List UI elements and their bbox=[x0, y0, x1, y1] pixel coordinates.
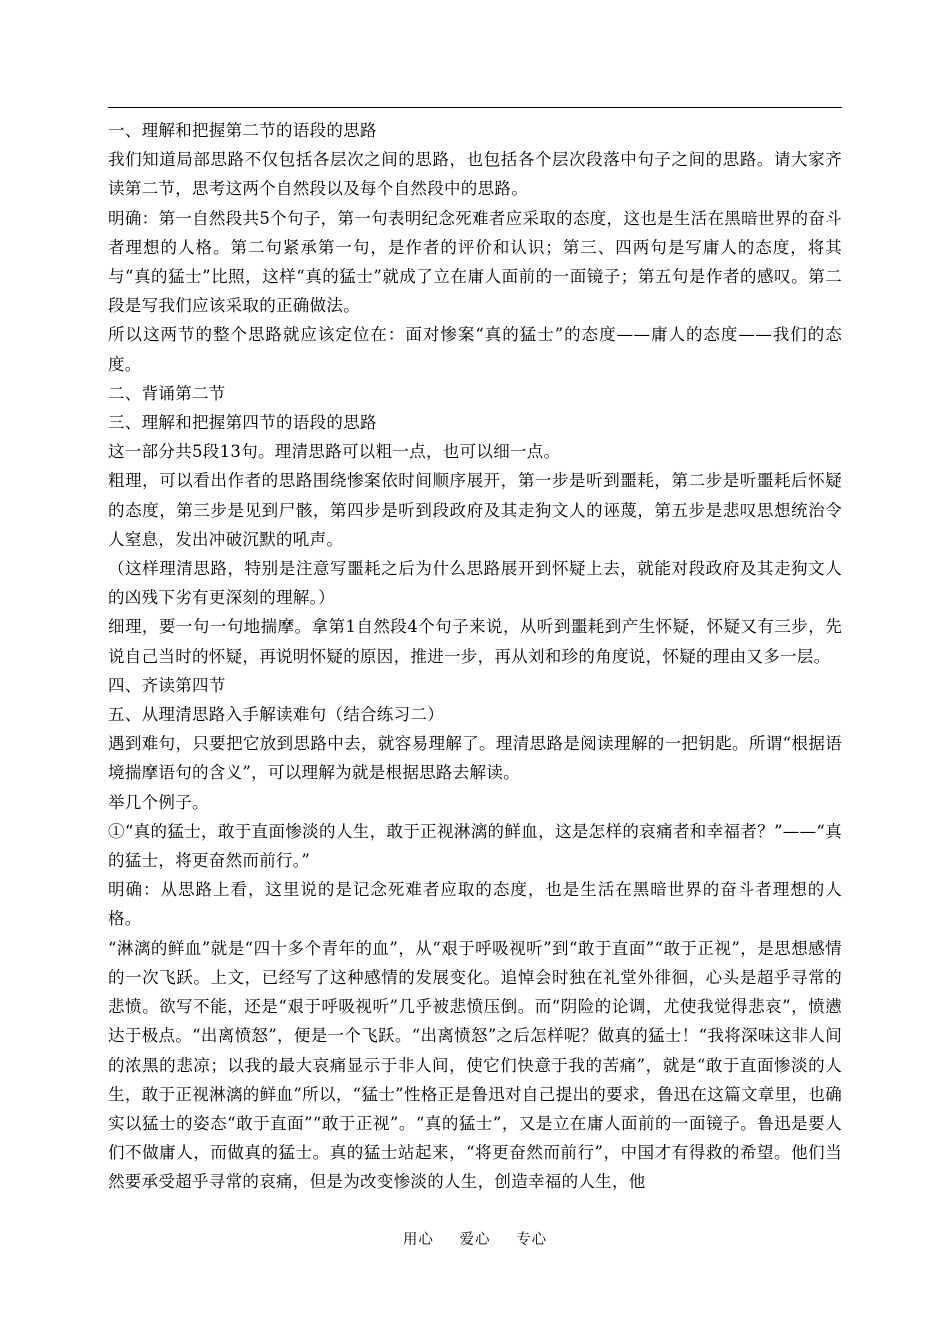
section-heading-2: 二、背诵第二节 bbox=[108, 383, 226, 403]
footer-text: 爱心 bbox=[459, 1232, 491, 1248]
header-rule bbox=[108, 107, 842, 108]
paragraph: 明确：第一自然段共5个句子，第一句表明纪念死难者应采取的态度，这也是生活在黑暗世界的奋斗者理想的人格。第二句紧承第一句，是作者的评价和认识；第三、四两句是写庸人的态度，将其与“真的猛士”比照，这样“真的猛士”就成了立在庸人面前的一面镜子；第五句是作者的感叹。第二段是写我们应该采取的正确做法。 bbox=[108, 208, 842, 316]
document-body bbox=[108, 116, 842, 1197]
paragraph: 明确：从思路上看，这里说的是记念死难者应取的态度，也是生活在黑暗世界的奋斗者理想的人格。 bbox=[108, 880, 842, 929]
paragraph: 粗理，可以看出作者的思路围绕惨案依时间顺序展开，第一步是听到噩耗，第二步是听噩耗后怀疑的态度，第三步是见到尸骸，第四步是听到段政府及其走狗文人的诬蔑，第五步是悲叹思想统治令人窒息，发出冲破沉默的吼声。 bbox=[108, 471, 842, 549]
paragraph: 所以这两节的整个思路就应该定位在：面对惨案“真的猛士”的态度——庸人的态度——我们的态度。 bbox=[108, 325, 842, 374]
section-heading-3: 三、理解和把握第四节的语段的思路 bbox=[108, 413, 377, 433]
example-quote: ①“真的猛士，敢于直面惨淡的人生，敢于正视淋漓的鲜血，这是怎样的哀痛者和幸福者？”——“真的猛士，将更奋然而前行。” bbox=[108, 821, 842, 871]
footer-text: 专心 bbox=[516, 1232, 548, 1248]
section-heading-4: 四、齐读第四节 bbox=[108, 675, 226, 695]
page-footer bbox=[0, 1228, 950, 1249]
footer-text: 用心 bbox=[402, 1232, 434, 1248]
paragraph: 举几个例子。 bbox=[108, 792, 209, 812]
paragraph: 这一部分共5段13句。理清思路可以粗一点，也可以细一点。 bbox=[108, 442, 561, 462]
paragraph: （这样理清思路，特别是注意写噩耗之后为什么思路展开到怀疑上去，就能对段政府及其走狗文人的凶残下劣有更深刻的理解。） bbox=[108, 559, 842, 608]
section-heading-5: 五、从理清思路入手解读难句（结合练习二） bbox=[108, 705, 444, 725]
section-heading-1: 一、理解和把握第二节的语段的思路 bbox=[108, 121, 377, 140]
paragraph: “淋漓的鲜血”就是“四十多个青年的血”，从“艰于呼吸视听”到“敢于直面”“敢于正视”，是思想感情的一次飞跃。上文，已经写了这种感情的发展变化。追悼会时独在礼堂外徘徊，心头是超乎寻常的悲愤。欲写不能，还是“艰于呼吸视听”几乎被悲愤压倒。而“阴险的论调，尤使我觉得悲哀”，愤懑达于极点。“出离愤怒”，便是一个飞跃。“出离愤怒”之后怎样呢？做真的猛士！“我将深味这非人间的浓黑的悲凉；以我的最大哀痛显示于非人间，使它们快意于我的苦痛”，就是“敢于直面惨淡的人生，敢于正视淋漓的鲜血”所以，“猛士”性格正是鲁迅对自己提出的要求，鲁迅在这篇文章里，也确实以猛士的姿态“敢于直面”“敢于正视”。“真的猛士”，又是立在庸人面前的一面镜子。鲁迅是要人们不做庸人，而做真的猛士。真的猛士站起来，“将更奋然而前行”，中国才有得救的希望。他们当然要承受超乎寻常的哀痛，但是为改变惨淡的人生，创造幸福的人生，他 bbox=[108, 938, 842, 1192]
paragraph: 遇到难句，只要把它放到思路中去，就容易理解了。理清思路是阅读理解的一把钥匙。所谓“根据语境揣摩语句的含义”，可以理解为就是根据思路去解读。 bbox=[108, 734, 842, 783]
paragraph: 细理，要一句一句地揣摩。拿第1自然段4个句子来说，从听到噩耗到产生怀疑，怀疑又有三步，先说自己当时的怀疑，再说明怀疑的原因，推进一步，再从刘和珍的角度说，怀疑的理由又多一层。 bbox=[108, 617, 842, 666]
paragraph: 我们知道局部思路不仅包括各层次之间的思路，也包括各个层次段落中句子之间的思路。请大家齐读第二节，思考这两个自然段以及每个自然段中的思路。 bbox=[108, 150, 842, 199]
